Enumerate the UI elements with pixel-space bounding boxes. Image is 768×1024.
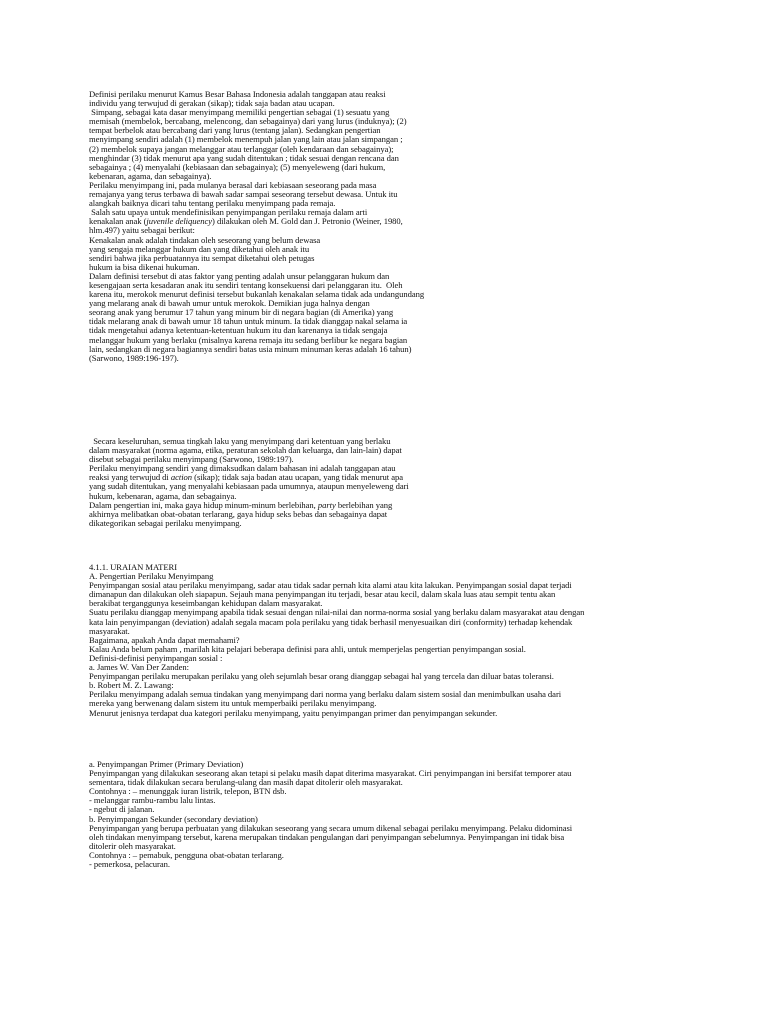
- text-line: memisah (membelok, bercabang, melencong, dan sebagainya) dari yang lurus (induknya); (2): [89, 116, 407, 127]
- text-line: alangkah baiknya dicari tahu tentang perilaku menyimpang pada remaja.: [89, 198, 336, 209]
- text-line: Penyimpangan yang berupa perbuatan yang dilakukan seseorang yang secara umum dikenal sebagai perilaku menyimpang. Pelaku didominasi: [89, 822, 573, 833]
- text-line: hukum, kebenaran, agama, dan sebagainya.: [89, 490, 237, 501]
- text-line: oleh tindakan menyimpang tersebut, karena merupakan tindakan pengulangan dari penyimpangan sebelumnya. Penyimpangan ini tidak bisa: [89, 831, 565, 842]
- text-line: Suatu perilaku dianggap menyimpang apabila tidak sesuai dengan nilai-nilai dan norma-norma sosial yang berlaku dalam masyarakat atau dengan: [89, 607, 585, 618]
- text-line: Simpang, sebagai kata dasar menyimpang memiliki pengertian sebagai (1) sesuatu yang: [89, 107, 390, 118]
- text-line: menyimpang sendiri adalah (1) membelok menempuh jalan yang lain atau jalan simpangan ;: [89, 134, 403, 145]
- text-line: kesengajaan serta kesadaran anak itu sendiri tentang konsekuensi dari pelanggaran itu. Oleh: [89, 279, 403, 290]
- text-line: kebenaran, agama, dan sebagainya).: [89, 170, 212, 181]
- text-line: Salah satu upaya untuk mendefinisikan penyimpangan perilaku remaja dalam arti: [89, 207, 368, 218]
- text-line: - ngebut di jalanan.: [89, 804, 155, 815]
- text-line: b. Robert M. Z. Lawang:: [89, 680, 174, 691]
- text-line: individu yang terwujud di gerakan (sikap); tidak saja badan atau ucapan.: [89, 98, 335, 109]
- subsection-heading: b. Penyimpangan Sekunder (secondary deviation): [89, 813, 258, 824]
- text-line: - pemerkosa, pelacuran.: [89, 859, 170, 870]
- text-line: sendiri bahwa jika perbuatannya itu sempat diketahui oleh petugas: [89, 252, 315, 263]
- text-line: Penyimpangan yang dilakukan seseorang akan tetapi si pelaku masih dapat diterima masyarakat. Ciri penyimpangan ini bersifat temporer atau: [89, 768, 572, 779]
- text-line: Penyimpangan sosial atau perilaku menyimpang, sadar atau tidak sadar pernah kita alami atau kita lakukan. Penyimpangan sosial dapat terjadi: [89, 580, 572, 591]
- text-line: tidak mengetahui adanya ketentuan-ketentuan hukum itu dan karenanya ia tidak sengaja: [89, 325, 388, 336]
- text-line: akhirnya melibatkan obat-obatan terlarang, gaya hidup seks bebas dan sebagainya dapat: [89, 508, 388, 519]
- text-line: Definisi-definisi penyimpangan sosial :: [89, 652, 223, 663]
- text-line: Kenakalan anak adalah tindakan oleh seseorang yang belum dewasa: [89, 234, 321, 245]
- text-line: sementara, tidak dilakukan secara berulang-ulang dan masih dapat ditolerir oleh masyarakat.: [89, 777, 403, 788]
- text-line: Menurut jenisnya terdapat dua kategori perilaku menyimpang, yaitu penyimpangan primer dan penyimpangan sekunder.: [89, 707, 498, 718]
- section-heading: 4.1.1. URAIAN MATERI: [89, 562, 178, 572]
- subsection-heading: a. Penyimpangan Primer (Primary Deviation): [89, 759, 244, 769]
- text-line: kenakalan anak (juvenile deliquency) dilakukan oleh M. Gold dan J. Petronio (Weiner, 1980,: [89, 216, 403, 227]
- text-line: kata lain penyimpangan (deviation) adalah segala macam pola perilaku yang tidak berhasil menyesuaikan diri (conformity) terhadap kehendak: [89, 616, 573, 627]
- text-line: Perilaku menyimpang adalah semua tindakan yang menyimpang dari norma yang berlaku dalam sistem sosial dan menimbulkan usaha dari: [89, 689, 562, 700]
- subsection-heading: A. Pengertian Perilaku Menyimpang: [89, 571, 214, 582]
- text-line: Dalam definisi tersebut di atas faktor yang penting adalah unsur pelanggaran hukum dan: [89, 270, 390, 281]
- text-line: Perilaku menyimpang ini, pada mulanya berasal dari kebiasaan seseorang pada masa: [89, 179, 377, 190]
- text-line: tidak melarang anak di bawah umur 18 tahun untuk minum. Ia tidak dianggap nakal selama ia: [89, 316, 408, 327]
- text-line: remajanya yang terus terbawa di bawah sadar sampai seseorang tersebut dewasa. Untuk itu: [89, 189, 398, 200]
- text-line: seorang anak yang berumur 17 tahun yang minum bir di negara bagian (di Amerika) yang: [89, 307, 394, 318]
- text-line: yang melarang anak di bawah umur untuk merokok. Demikian juga halnya dengan: [89, 298, 370, 309]
- text-line: yang sudah ditentukan, yang menyalahi kebiasaan pada umumnya, ataupun menyeleweng dari: [89, 481, 409, 492]
- text-line: sebagainya ; (4) menyalahi (kebiasaan dan sebagainya); (5) menyeleweng (dari hukum,: [89, 161, 386, 172]
- text-line: masyarakat.: [89, 625, 130, 636]
- text-line: Bagaimana, apakah Anda dapat memahami?: [89, 634, 240, 645]
- text-line: Contohnya : – pemabuk, pengguna obat-obatan terlarang.: [89, 849, 284, 860]
- text-line: mereka yang berwenang dalam sistem itu untuk memperbaiki perilaku menyimpang.: [89, 698, 377, 709]
- text-line: Definisi perilaku menurut Kamus Besar Bahasa Indonesia adalah tanggapan atau reaksi: [89, 89, 386, 99]
- text-line: Contohnya : – menunggak iuran listrik, telepon, BTN dsb.: [89, 786, 287, 797]
- text-line: lain, sedangkan di negara bagiannya sendiri batas usia minum minuman keras adalah 16 tahun): [89, 343, 412, 354]
- section-perilaku-menyimpang: [89, 437, 689, 528]
- text-line: melanggar hukum yang berlaku (misalnya karena remaja itu sedang berlibur ke negara bagian: [89, 334, 408, 345]
- text-line: karena itu, merokok menurut definisi tersebut bukanlah kenakalan selama tidak ada undangundang: [89, 289, 425, 300]
- text-line: reaksi yang terwujud di action (sikap); tidak saja badan atau ucapan, yang tidak menurut apa: [89, 472, 403, 483]
- text-line: menghindar (3) tidak menurut apa yang sudah ditentukan ; tidak sesuai dengan rencana dan: [89, 152, 399, 163]
- text-line: dikategorikan sebagai perilaku menyimpang.: [89, 517, 242, 528]
- text-line: yang sengaja melanggar hukum dan yang diketahui oleh anak itu: [89, 243, 310, 254]
- text-line: ditolerir oleh masyarakat.: [89, 840, 176, 851]
- text-line: Dalam pengertian ini, maka gaya hidup minum-minum berlebihan, party berlebihan yang: [89, 499, 393, 510]
- text-line: dalam masyarakat (norma agama, etika, peraturan sekolah dan keluarga, dan lain-lain) dapat: [89, 445, 402, 456]
- text-line: disebut sebagai perilaku menyimpang (Sarwono, 1989:197).: [89, 454, 294, 465]
- text-line: Perilaku menyimpang sendiri yang dimaksudkan dalam bahasan ini adalah tanggapan atau: [89, 463, 396, 474]
- text-line: Secara keseluruhan, semua tingkah laku yang menyimpang dari ketentuan yang berlaku: [89, 436, 391, 446]
- text-line: hlm.497) yaitu sebagai berikut:: [89, 225, 195, 236]
- text-line: tempat berbelok atau bercabang dari yang lurus (tentang jalan). Sedangkan pengertian: [89, 125, 381, 136]
- text-line: dimanapun dan dilakukan oleh siapapun. Sejauh mana penyimpangan itu terjadi, besar atau kecil, dalam skala luas atau sempit tentu akan: [89, 589, 556, 600]
- text-line: Penyimpangan perilaku merupakan perilaku yang oleh sejumlah besar orang dianggap sebagai hal yang tercela dan diluar batas toleransi.: [89, 671, 554, 682]
- text-line: - melanggar rambu-rambu lalu lintas.: [89, 795, 216, 806]
- text-line: berakibat terganggunya keseimbangan kehidupan dalam masyarakat.: [89, 598, 323, 609]
- section-definisi-perilaku: [89, 90, 689, 363]
- text-line: a. James W. Van Der Zanden:: [89, 662, 189, 673]
- section-jenis-penyimpangan: [89, 760, 689, 869]
- text-line: (Sarwono, 1989:196-197).: [89, 352, 179, 363]
- text-line: (2) membelok supaya jangan melanggar atau terlanggar (oleh kendaraan dan sebagainya);: [89, 143, 394, 154]
- text-line: Kalau Anda belum paham , marilah kita pelajari beberapa definisi para ahli, untuk memperjelas pengertian penyimpangan sosial.: [89, 643, 526, 654]
- text-line: hukum ia bisa dikenai hukuman.: [89, 261, 200, 272]
- section-uraian-materi: [89, 563, 689, 718]
